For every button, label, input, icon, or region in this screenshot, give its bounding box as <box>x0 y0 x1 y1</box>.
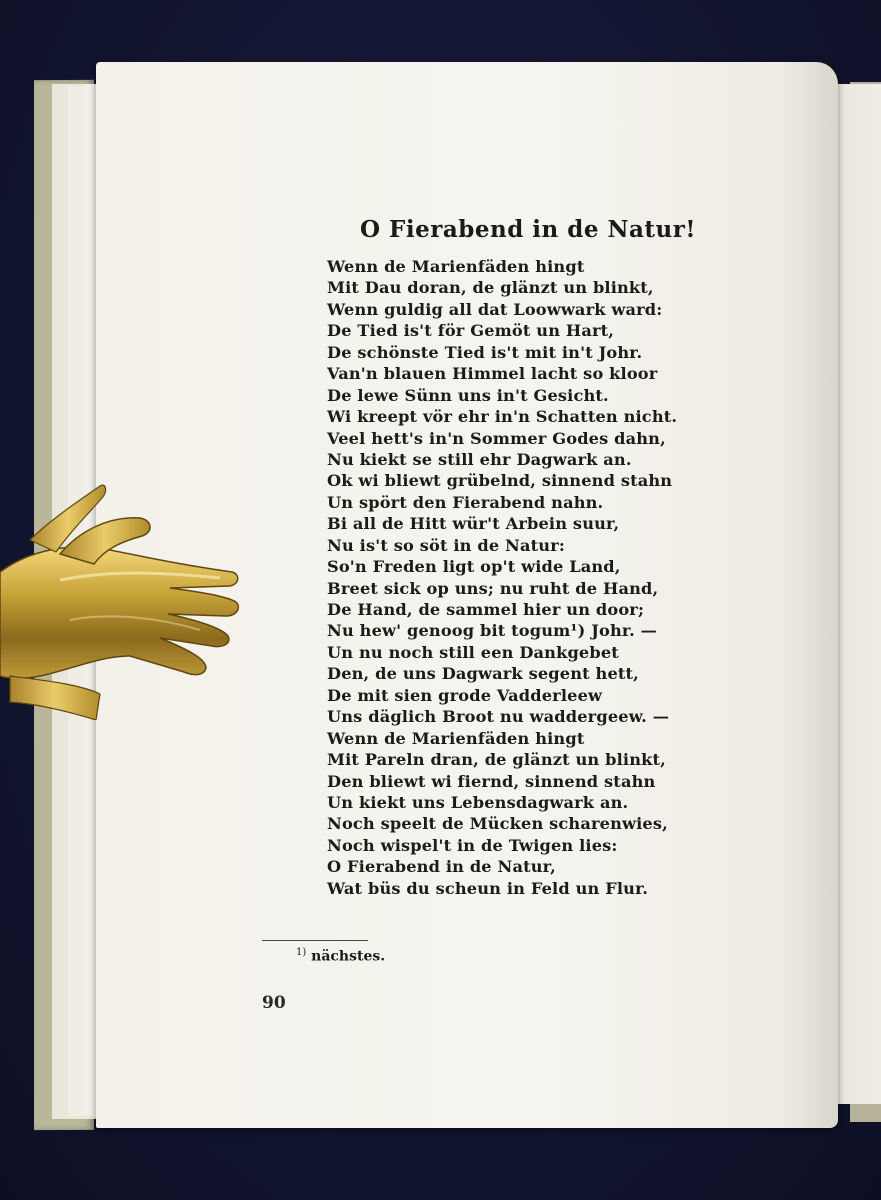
poem-line: Bi all de Hitt wür't Arbein suur, <box>327 514 620 534</box>
poem-title: O Fierabend in de Natur! <box>360 216 696 243</box>
poem-line: Veel hett's in'n Sommer Godes dahn, <box>327 428 666 448</box>
footnote <box>296 947 385 965</box>
footnote-rule <box>262 940 368 941</box>
poem-line: De lewe Sünn uns in't Gesicht. <box>327 385 609 405</box>
footnote-text: nächstes. <box>311 948 386 965</box>
poem-line: Mit Dau doran, de glänzt un blinkt, <box>327 278 654 298</box>
poem-line: Un spört den Fierabend nahn. <box>327 492 604 512</box>
poem-line: Nu is't so söt in de Natur: <box>327 535 565 555</box>
poem-line: Wenn guldig all dat Loowwark ward: <box>327 299 663 319</box>
poem-line: So'n Freden ligt op't wide Land, <box>327 557 621 577</box>
poem-line: O Fierabend in de Natur, <box>327 857 556 877</box>
poem-line: De Tied is't för Gemöt un Hart, <box>327 321 615 341</box>
page-number: 90 <box>262 993 286 1013</box>
poem-line: Nu hew' genoog bit togum¹) Johr. — <box>327 621 658 641</box>
poem-line: Wat büs du scheun in Feld un Flur. <box>327 878 649 898</box>
poem-line: Van'n blauen Himmel lacht so kloor <box>327 364 658 384</box>
poem-line: Un kiekt uns Lebensdagwark an. <box>327 792 629 812</box>
brass-hand-icon <box>0 480 250 720</box>
poem-line: Ok wi bliewt grübelnd, sinnend stahn <box>327 471 673 491</box>
poem-line: Wenn de Marienfäden hingt <box>327 257 585 276</box>
poem-line: Uns däglich Broot nu waddergeew. — <box>327 707 670 727</box>
poem-line: Breet sick op uns; nu ruht de Hand, <box>327 578 659 598</box>
poem-line: Den, de uns Dagwark segent hett, <box>327 664 639 684</box>
poem-line: Den bliewt wi fiernd, sinnend stahn <box>327 771 656 791</box>
poem-line: De Hand, de sammel hier un door; <box>327 600 645 619</box>
poem-line: Noch speelt de Mücken scharenwies, <box>327 814 668 834</box>
poem-line: Wi kreept vör ehr in'n Schatten nicht. <box>327 407 678 427</box>
poem-line: Wenn de Marienfäden hingt <box>327 728 585 748</box>
poem-line: Un nu noch still een Dankgebet <box>327 642 619 662</box>
poem-line: De schönste Tied is't mit in't Johr. <box>327 342 643 362</box>
poem-line: Nu kiekt se still ehr Dagwark an. <box>327 449 632 469</box>
poem-text <box>327 256 747 899</box>
poem-line: De mit sien grode Vadderleew <box>327 685 603 705</box>
poem-line: Noch wispel't in de Twigen lies: <box>327 835 618 855</box>
poem-line: Mit Pareln dran, de glänzt un blinkt, <box>327 750 666 770</box>
footnote-marker: 1) <box>296 947 307 958</box>
